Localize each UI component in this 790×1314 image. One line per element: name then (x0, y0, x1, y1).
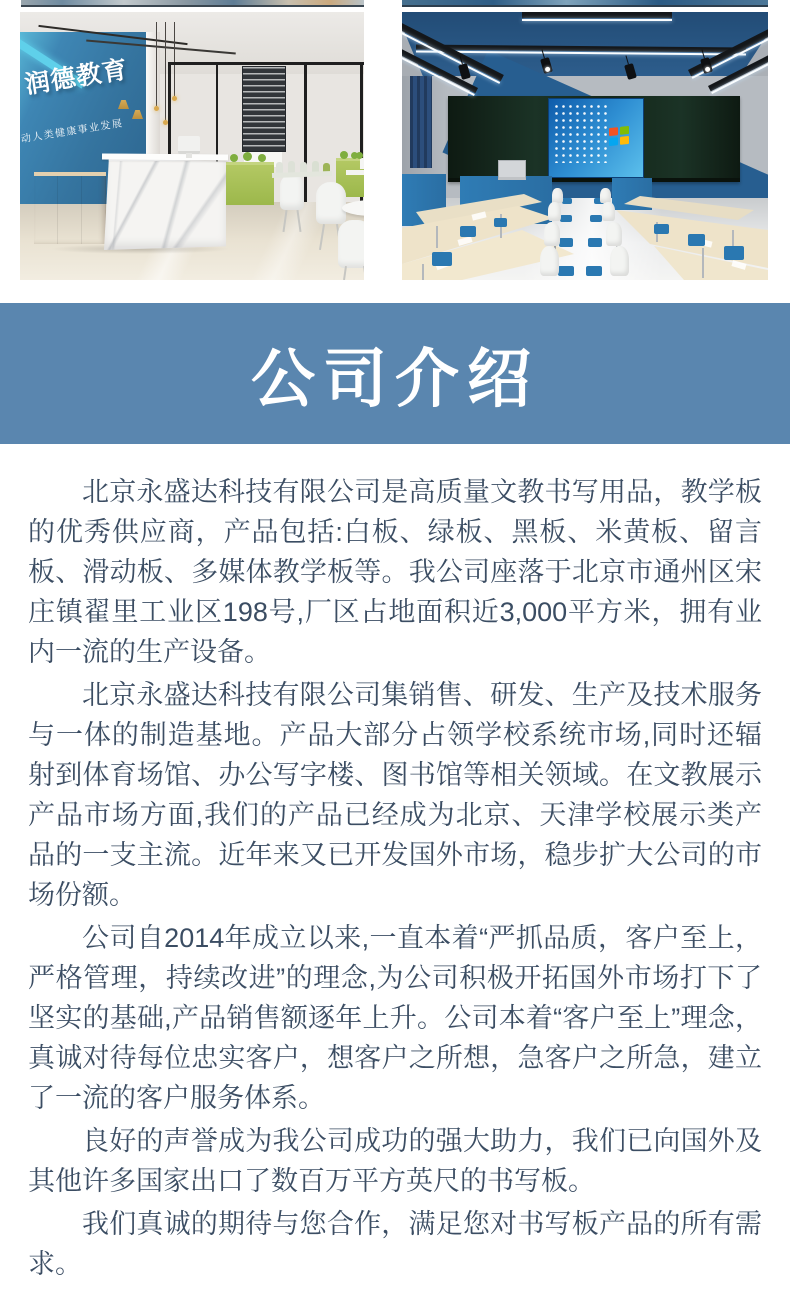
pendant-bulb (172, 96, 177, 101)
chair-back (548, 202, 561, 221)
linear-light (522, 12, 672, 18)
chair-seat (562, 198, 572, 204)
intro-paragraph: 我们真诚的期待与您合作，满足您对书写板产品的所有需求。 (28, 1209, 762, 1279)
side-table (346, 170, 364, 175)
chair-seat (558, 266, 574, 276)
office-reception-photo (20, 12, 364, 280)
photo-row (0, 12, 790, 280)
pendant-stem (174, 22, 175, 96)
windows-logo-pane (620, 126, 629, 135)
chair-seat (560, 215, 572, 222)
blue-chair (654, 224, 669, 234)
blue-chair (688, 234, 705, 246)
windows-logo-icon (609, 126, 629, 146)
window-blinds (242, 66, 286, 152)
desk-countertop (102, 153, 228, 160)
table-leg (422, 264, 424, 280)
section-banner (0, 303, 790, 444)
reception-desk (104, 158, 226, 250)
table-leg (702, 248, 704, 278)
plant (258, 154, 266, 162)
chair-seat (559, 238, 573, 247)
wall-slogan-text: 动人类健康事业发展 (20, 118, 125, 146)
previous-image-edge-right (402, 0, 768, 7)
chair-back (606, 222, 622, 246)
chair-back (600, 188, 611, 203)
previous-image-edge (0, 0, 790, 7)
windows-logo-pane (609, 137, 618, 146)
pendant-bulb (154, 106, 159, 111)
plant (356, 152, 363, 159)
section-title: 公司介绍 (251, 342, 539, 415)
curtain (410, 76, 432, 168)
company-intro-text (28, 472, 762, 1284)
white-chair (338, 220, 364, 268)
blue-chair (494, 218, 507, 227)
blue-chair (432, 252, 452, 266)
chair-seat (588, 238, 602, 247)
intro-paragraph: 北京永盛达科技有限公司是高质量文教书写用品，教学板的优秀供应商，产品包括:白板、绿板、黑板、米黄板、留言板、滑动板、多媒体教学板等。我公司座落于北京市通州区宋庄镇翟里工业区198号,厂区占地面积近3,000平方米，拥有业内一流的生产设备。 (28, 477, 762, 667)
intro-paragraph: 北京永盛达科技有限公司集销售、研发、生产及技术服务与一体的制造基地。产品大部分占领学校系统市场,同时还辐射到体育场馆、办公写字楼、图书馆等相关领域。在文教展示产品市场方面,我们的产品已经成为北京、天津学校展示类产品的一支主流。近年来又已开发国外市场，稳步扩大公司的市场份额。 (28, 680, 762, 910)
display-screen (548, 98, 644, 178)
vase (360, 158, 364, 169)
desktop-computer (178, 136, 200, 154)
classroom-photo (402, 12, 768, 280)
glass-frame-mullion (304, 64, 307, 202)
green-cabinet (224, 162, 274, 205)
lectern-monitor (498, 160, 526, 180)
pendant-stem (156, 22, 157, 106)
chair-back (610, 246, 629, 276)
white-chair (280, 174, 304, 210)
intro-paragraph: 公司自2014年成立以来,一直本着“严抓品质，客户至上，严格管理，持续改进”的理念,为公司积极开拓国外市场打下了坚实的基础,产品销售额逐年上升。公司本着“客户至上”理念，真诚对待每位忠实客户，想客户之所想，急客户之所急，建立了一流的客户服务体系。 (28, 923, 762, 1113)
chair-back (540, 246, 559, 276)
blue-chair (724, 246, 744, 260)
pendant-stem (165, 22, 166, 120)
chair-back (602, 202, 615, 221)
previous-image-edge-left (21, 0, 364, 7)
chair-back (544, 222, 560, 246)
plant (340, 151, 348, 159)
wall-logo-text: 润德教育 (22, 55, 130, 100)
plant (243, 152, 252, 161)
chair-back (552, 188, 563, 203)
chair-seat (590, 215, 602, 222)
chair-seat (586, 266, 602, 276)
glass-frame-beam (168, 62, 364, 65)
desktop-icons (553, 103, 609, 163)
windows-logo-pane (620, 136, 629, 145)
blue-chair (460, 226, 476, 237)
windows-logo-pane (609, 127, 618, 136)
table-leg (436, 226, 438, 248)
intro-paragraph: 良好的声誉成为我公司成功的强大助力，我们已向国外及其他许多国家出口了数百万平方英尺的书写板。 (28, 1126, 762, 1196)
plant (230, 154, 238, 162)
white-chair (316, 182, 346, 224)
wood-cabinet (34, 172, 106, 244)
